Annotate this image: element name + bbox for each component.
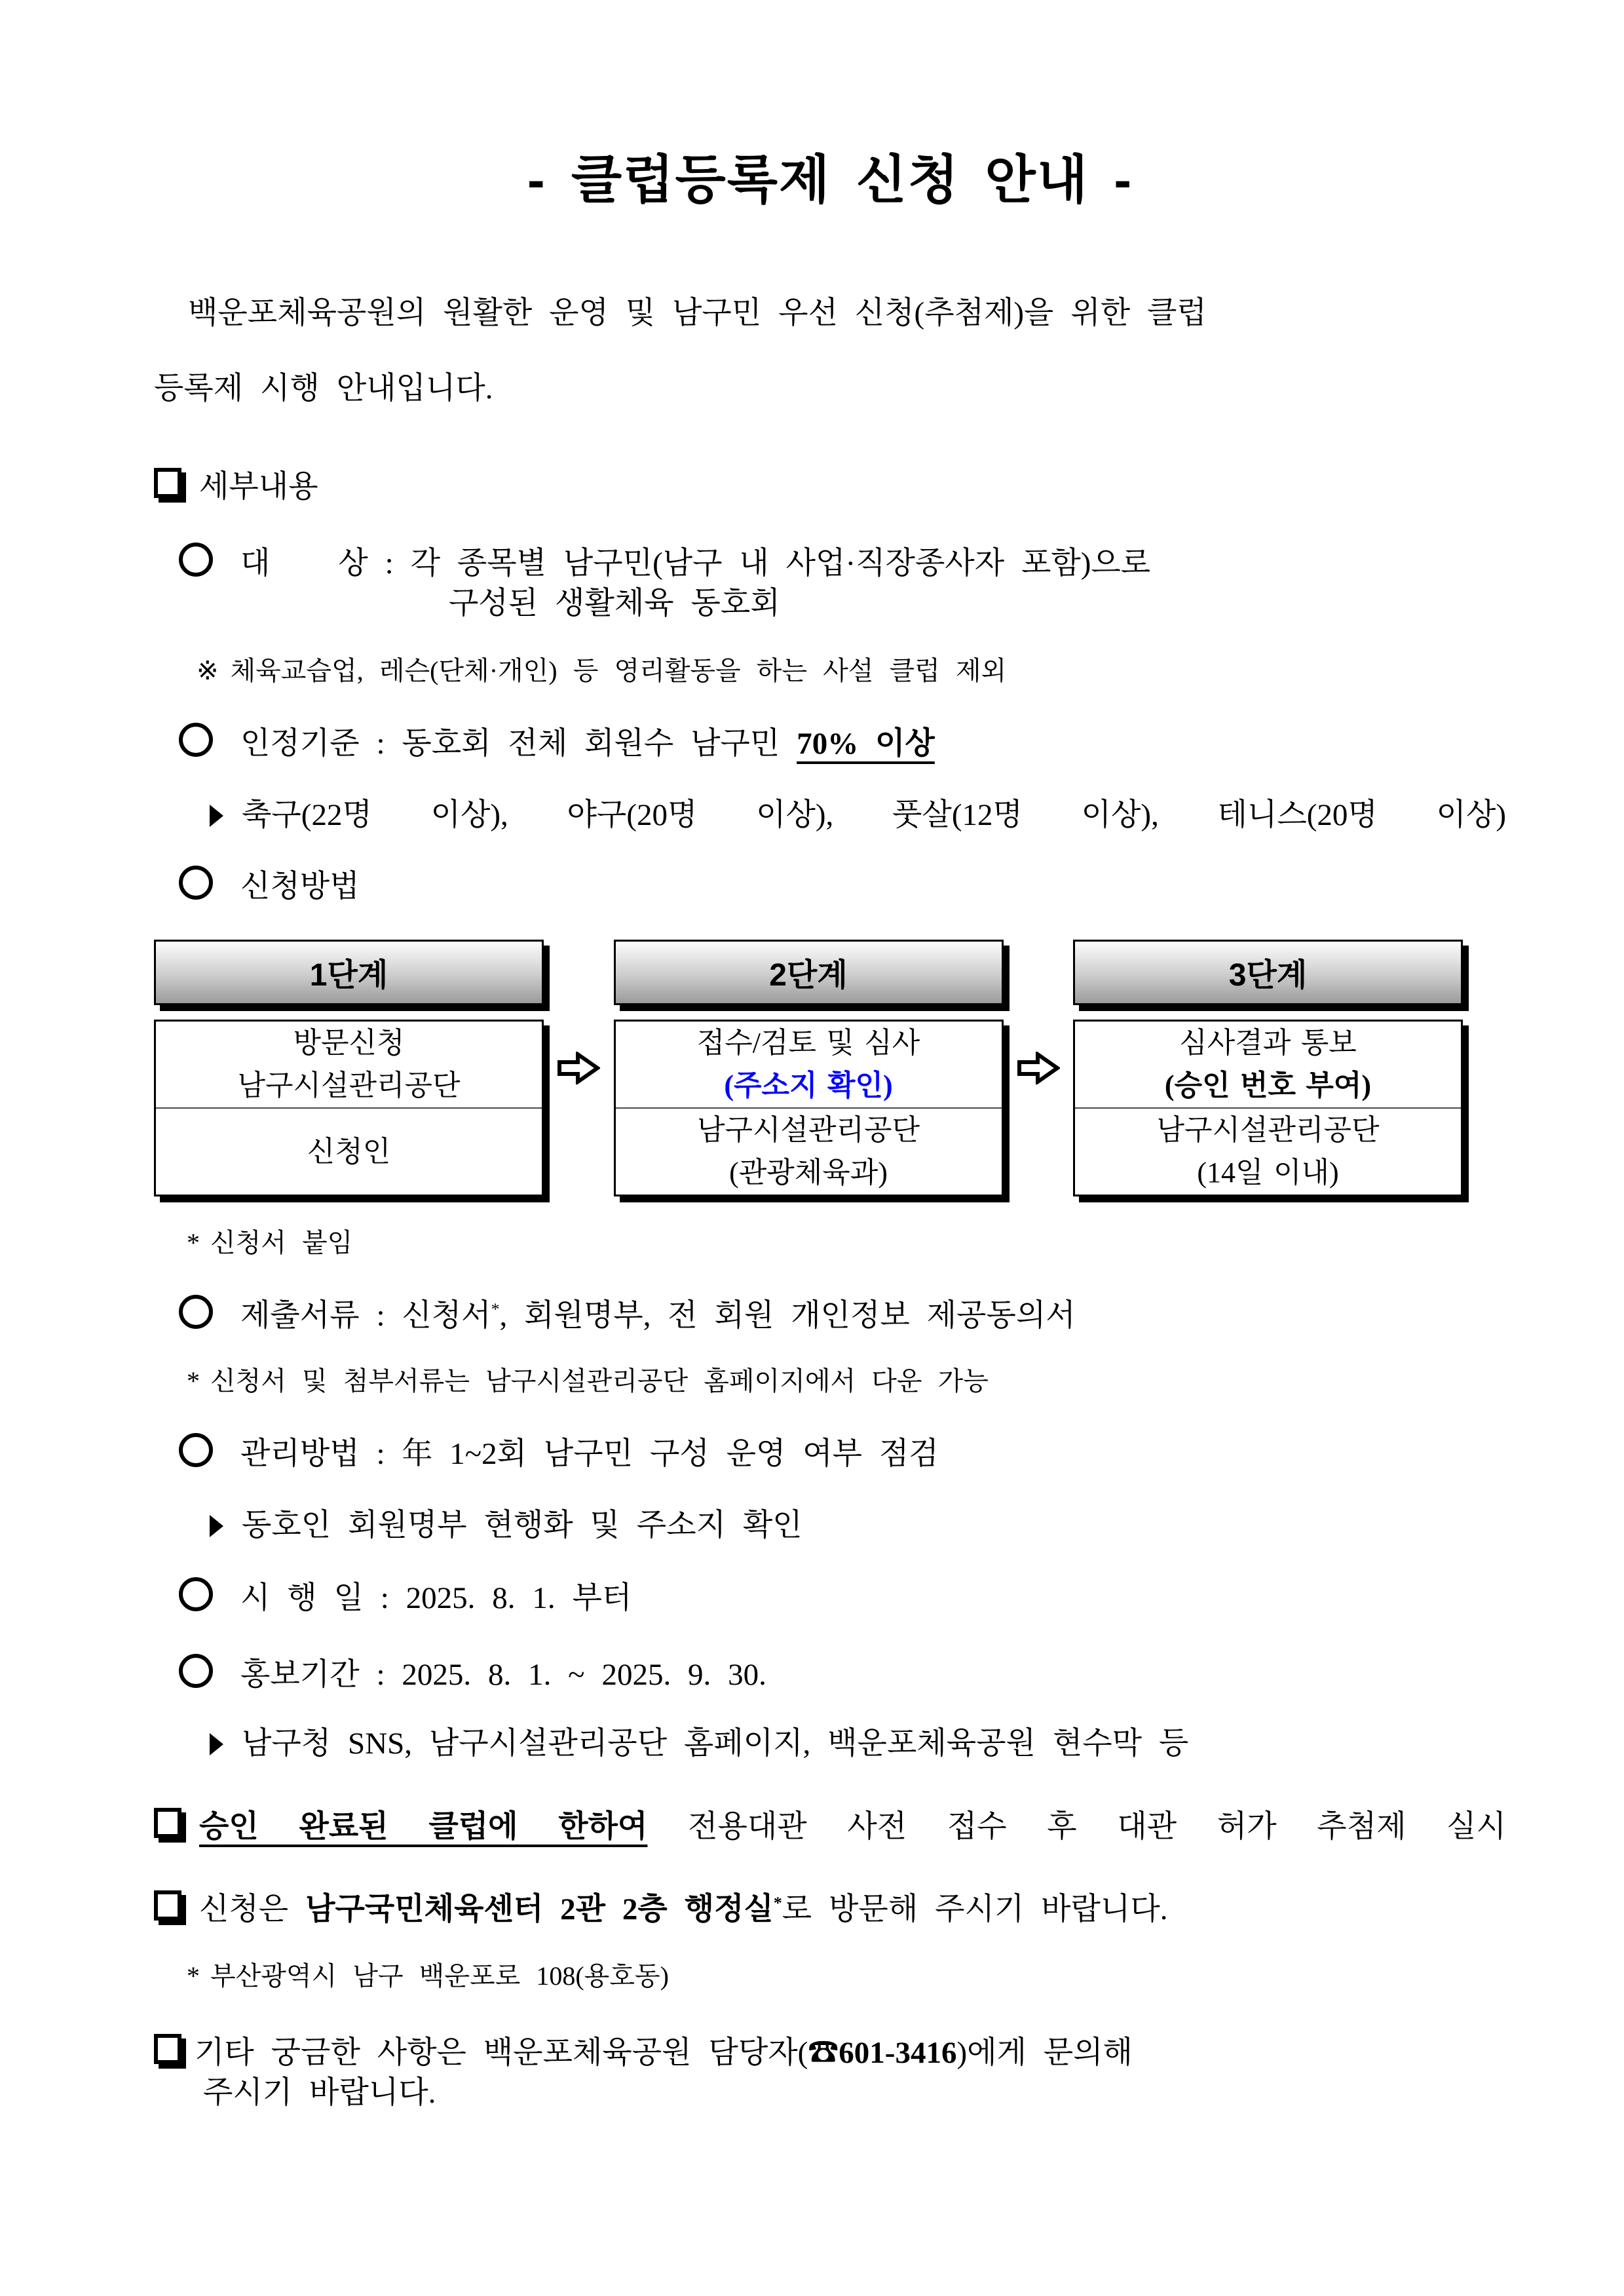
contact-phone-number: 601-3416 bbox=[839, 2035, 957, 2070]
contact-item bbox=[154, 2033, 1506, 2113]
reference-mark: ※ bbox=[197, 655, 219, 685]
circle-bullet-icon bbox=[179, 866, 213, 900]
right-block-arrow-icon bbox=[557, 1052, 600, 1084]
contact-text-line2: 주시기 바랍니다. bbox=[203, 2075, 436, 2110]
docs-text-rest: , 회원명부, 전 회원 개인정보 제공동의서 bbox=[499, 1298, 1076, 1333]
square-bullet-icon bbox=[154, 1808, 181, 1838]
contact-text-1: 기타 궁금한 사항은 백운포체육공원 담당자( bbox=[195, 2035, 808, 2070]
flow-step-2-actor-cell bbox=[616, 1109, 1002, 1195]
apply-superscript: * bbox=[773, 1892, 782, 1912]
promotion-sub-item bbox=[154, 1724, 1506, 1764]
flow-step-3-header-label: 3단계 bbox=[1228, 958, 1308, 993]
flow-step-2-header-label: 2단계 bbox=[769, 958, 848, 993]
flow-step-2-actor-line1: 남구시설관리공단 bbox=[696, 1114, 920, 1147]
approval-emphasis: 승인 완료된 클럽에 한하여 bbox=[199, 1810, 648, 1845]
flow-step-1-header-label: 1단계 bbox=[309, 958, 388, 993]
apply-item bbox=[154, 1890, 1506, 1930]
approval-item bbox=[154, 1807, 1506, 1847]
right-block-arrow-icon bbox=[1017, 1052, 1060, 1084]
circle-bullet-icon bbox=[179, 1577, 213, 1611]
flow-step-2-body bbox=[614, 1020, 1004, 1196]
management-sub-item bbox=[154, 1506, 1506, 1546]
circle-bullet-icon bbox=[179, 1433, 213, 1467]
flow-step-3 bbox=[1073, 940, 1463, 1196]
criteria-item bbox=[154, 723, 1506, 764]
apply-text-prefix: 신청은 bbox=[199, 1892, 306, 1926]
flow-step-2-action-line2: (주소지 확인) bbox=[724, 1069, 893, 1102]
start-date-text: 시 행 일 : 2025. 8. 1. 부터 bbox=[240, 1581, 632, 1616]
phone-icon: ☎ bbox=[808, 2035, 839, 2070]
promotion-text: 홍보기간 : 2025. 8. 1. ~ 2025. 9. 30. bbox=[240, 1658, 766, 1693]
docs-superscript: * bbox=[491, 1299, 500, 1319]
sports-text: 축구(22명 이상), 야구(20명 이상), 풋살(12명 이상), 테니스(20명 이상) bbox=[242, 797, 1506, 832]
section-details-heading bbox=[154, 467, 1506, 507]
flow-step-3-action-line1: 심사결과 통보 bbox=[1179, 1027, 1357, 1060]
triangle-bullet-icon bbox=[210, 1515, 223, 1537]
flow-step-1 bbox=[154, 940, 544, 1196]
flow-step-1-body bbox=[154, 1020, 544, 1196]
flow-arrow-icon bbox=[1006, 1052, 1071, 1084]
details-heading-label: 세부내용 bbox=[199, 470, 318, 505]
flow-step-2-header bbox=[614, 940, 1004, 1005]
address-note bbox=[154, 1960, 1506, 1993]
triangle-bullet-icon bbox=[210, 805, 223, 827]
flow-step-3-actor-cell bbox=[1075, 1109, 1461, 1195]
flow-step-2 bbox=[614, 940, 1004, 1196]
circle-bullet-icon bbox=[179, 1295, 213, 1329]
square-bullet-icon bbox=[154, 1890, 181, 1921]
application-flow-diagram bbox=[154, 940, 1463, 1196]
promotion-sub-text: 남구청 SNS, 남구시설관리공단 홈페이지, 백운포체육공원 현수막 등 bbox=[242, 1727, 1189, 1761]
flow-step-3-action-cell bbox=[1075, 1022, 1461, 1109]
promotion-item bbox=[154, 1654, 1506, 1695]
method-heading-item bbox=[154, 866, 1506, 907]
contact-text-2: )에게 문의해 bbox=[956, 2035, 1133, 2070]
flow-note bbox=[154, 1227, 1506, 1259]
square-bullet-icon bbox=[154, 2034, 181, 2064]
management-item bbox=[154, 1433, 1506, 1474]
triangle-bullet-icon bbox=[210, 1733, 223, 1755]
flow-step-3-body bbox=[1073, 1020, 1463, 1196]
approval-text: 전용대관 사전 접수 후 대관 허가 추첨제 실시 bbox=[647, 1810, 1506, 1845]
flow-step-2-action-line1: 접수/검토 및 심사 bbox=[696, 1027, 920, 1060]
management-text: 관리방법 : 年 1~2회 남구민 구성 운영 여부 점검 bbox=[240, 1436, 939, 1471]
circle-bullet-icon bbox=[179, 543, 213, 577]
exclusion-note bbox=[154, 655, 1506, 687]
asterisk-marker: * bbox=[187, 1366, 200, 1396]
flow-arrow-icon bbox=[546, 1052, 611, 1084]
exclusion-text: 체육교습업, 레슨(단체·개인) 등 영리활동을 하는 사설 클럽 제외 bbox=[230, 655, 1007, 685]
docs-note-text: 신청서 및 첨부서류는 남구시설관리공단 홈페이지에서 다운 가능 bbox=[210, 1366, 989, 1396]
flow-step-3-action-line2: (승인 번호 부여) bbox=[1164, 1069, 1372, 1102]
flow-step-2-action-cell bbox=[616, 1022, 1002, 1109]
square-bullet-icon bbox=[154, 468, 181, 498]
target-text: 상 : 각 종목별 남구민(남구 내 사업·직장종사자 포함)으로 bbox=[338, 546, 1151, 581]
apply-location: 남구국민체육센터 2관 2층 행정실 bbox=[305, 1892, 774, 1926]
asterisk-marker: * bbox=[187, 1227, 200, 1257]
address-note-text: 부산광역시 남구 백운포로 108(용호동) bbox=[210, 1961, 669, 1991]
circle-bullet-icon bbox=[179, 1654, 213, 1688]
flow-step-1-actor-line1: 신청인 bbox=[307, 1135, 391, 1168]
criteria-text: 인정기준 : 동호회 전체 회원수 남구민 bbox=[240, 726, 797, 761]
flow-step-3-header bbox=[1073, 940, 1463, 1005]
asterisk-marker: * bbox=[187, 1961, 200, 1991]
flow-step-2-actor-line2: (관광체육과) bbox=[729, 1157, 888, 1189]
intro-line2: 등록제 시행 안내입니다. bbox=[154, 372, 493, 406]
page-title: - 클럽등록제 신청 안내 - bbox=[527, 151, 1133, 209]
docs-text: 제출서류 : 신청서 bbox=[240, 1298, 491, 1333]
flow-step-3-actor-line1: 남구시설관리공단 bbox=[1156, 1114, 1380, 1147]
sports-item bbox=[154, 795, 1506, 835]
docs-note bbox=[154, 1365, 1506, 1398]
circle-bullet-icon bbox=[179, 723, 213, 757]
start-date-item bbox=[154, 1577, 1506, 1618]
flow-step-1-actor-cell bbox=[156, 1109, 542, 1195]
flow-step-3-actor-line2: (14일 이내) bbox=[1197, 1157, 1339, 1189]
intro-line1: 백운포체육공원의 원활한 운영 및 남구민 우선 신청(추첨제)을 위한 클럽 bbox=[188, 296, 1207, 330]
apply-text-rest: 로 방문해 주시기 바랍니다. bbox=[782, 1892, 1168, 1926]
flow-note-text: 신청서 붙임 bbox=[210, 1227, 353, 1257]
target-text-line2: 구성된 생활체육 동호회 bbox=[449, 586, 780, 621]
flow-step-1-action-cell bbox=[156, 1022, 542, 1109]
docs-item bbox=[154, 1295, 1506, 1336]
management-sub-text: 동호인 회원명부 현행화 및 주소지 확인 bbox=[242, 1508, 803, 1543]
flow-step-1-action-line2: 남구시설관리공단 bbox=[237, 1069, 461, 1102]
flow-step-1-header bbox=[154, 940, 544, 1005]
intro-paragraph bbox=[154, 276, 1506, 427]
target-label: 대 bbox=[240, 546, 271, 581]
flow-step-1-action-line1: 방문신청 bbox=[293, 1027, 405, 1060]
method-heading-label: 신청방법 bbox=[240, 869, 360, 904]
target-item bbox=[154, 543, 1506, 624]
criteria-emphasis: 70% 이상 bbox=[797, 726, 935, 761]
